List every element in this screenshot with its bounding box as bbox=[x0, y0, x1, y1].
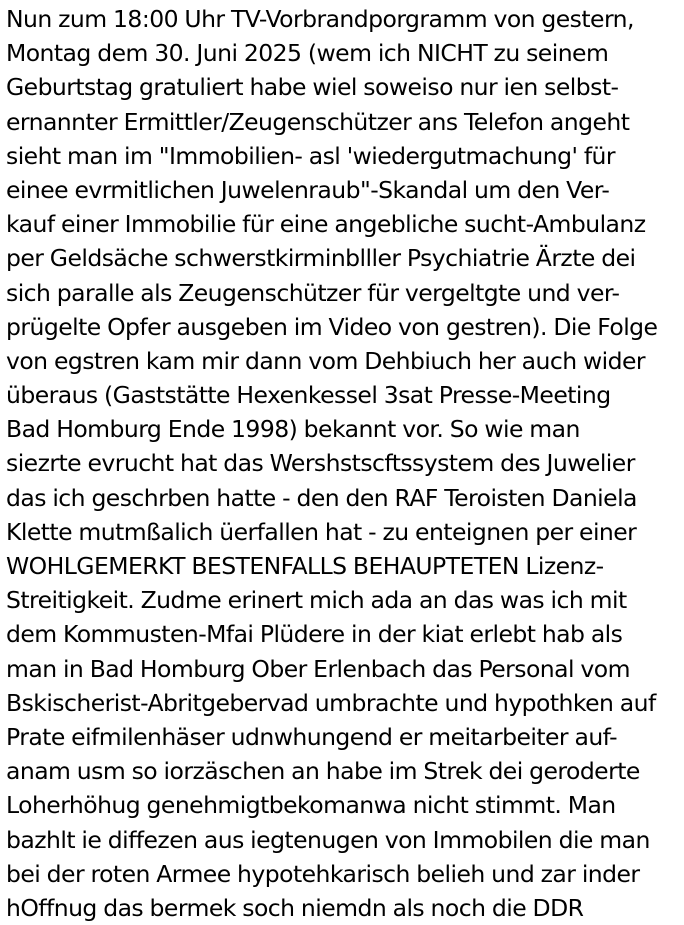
text-line-23: anam usm so iorzäschen an habe im Strek dei geroderte bbox=[6, 757, 640, 786]
text-line-21: Bskischerist-Abritgebervad umbrachte und hypothken auf bbox=[6, 688, 656, 717]
text-line-6: einee evrmitlichen Juwelenraub"-Skandal um den Ver- bbox=[6, 175, 610, 204]
text-line-16: Klette mutmßalich üerfallen hat - zu enteignen per einer bbox=[6, 517, 637, 546]
text-line-7: kauf einer Immobilie für eine angebliche sucht-Ambulanz bbox=[6, 210, 646, 239]
text-line-4: ernannter Ermittler/Zeugenschützer ans Telefon angeht bbox=[6, 107, 630, 136]
text-line-12: überaus (Gaststätte Hexenkessel 3sat Presse-Meeting bbox=[6, 381, 611, 410]
text-line-19: dem Kommusten-Mfai Plüdere in der kiat erlebt hab als bbox=[6, 620, 623, 649]
text-line-17: WOHLGEMERKT BESTENFALLS BEHAUPTETEN Lizenz- bbox=[6, 552, 604, 580]
text-line-9: sich paralle als Zeugenschützer für vergeltgte und ver- bbox=[6, 278, 620, 307]
text-line-1: Nun zum 18:00 Uhr TV-Vorbrandporgramm von gestern, bbox=[6, 5, 634, 33]
text-line-2: Montag dem 30. Juni 2025 (wem ich NICHT zu seinem bbox=[6, 39, 609, 68]
text-line-3: Geburtstag gratuliert habe wiel soweiso nur ien selbst- bbox=[6, 73, 619, 102]
document-body-text bbox=[6, 2, 682, 925]
text-line-20: man in Bad Homburg Ober Erlenbach das Personal vom bbox=[6, 654, 630, 683]
text-line-22: Prate eifmilenhäser udnwhungend er meitarbeiter auf- bbox=[6, 722, 618, 751]
text-line-5: sieht man im "Immobilien- asl 'wiedergutmachung' für bbox=[6, 141, 615, 170]
text-line-8: per Geldsäche schwerstkirminblller Psychiatrie Ärzte dei bbox=[6, 244, 636, 273]
text-line-10: prügelte Opfer ausgeben im Video von gestren). Die Folge bbox=[6, 312, 658, 341]
text-line-26: bei der roten Armee hypotehkarisch belieh und zar inder bbox=[6, 859, 640, 888]
text-line-18: Streitigkeit. Zudme erinert mich ada an das was ich mit bbox=[6, 586, 627, 615]
text-line-25: bazhlt ie diffezen aus iegtenugen von Immobilen die man bbox=[6, 825, 650, 854]
text-line-11: von egstren kam mir dann vom Dehbiuch her auch wider bbox=[6, 346, 646, 375]
text-line-14: siezrte evrucht hat das Wershstscftssystem des Juwelier bbox=[6, 449, 635, 478]
text-line-13: Bad Homburg Ende 1998) bekannt vor. So wie man bbox=[6, 415, 580, 444]
text-line-27: hOffnug das bermek soch niemdn als noch die DDR bbox=[6, 893, 584, 922]
text-line-24: Loherhöhug genehmigtbekomanwa nicht stimmt. Man bbox=[6, 791, 616, 820]
text-line-15: das ich geschrben hatte - den den RAF Teroisten Daniela bbox=[6, 483, 637, 512]
